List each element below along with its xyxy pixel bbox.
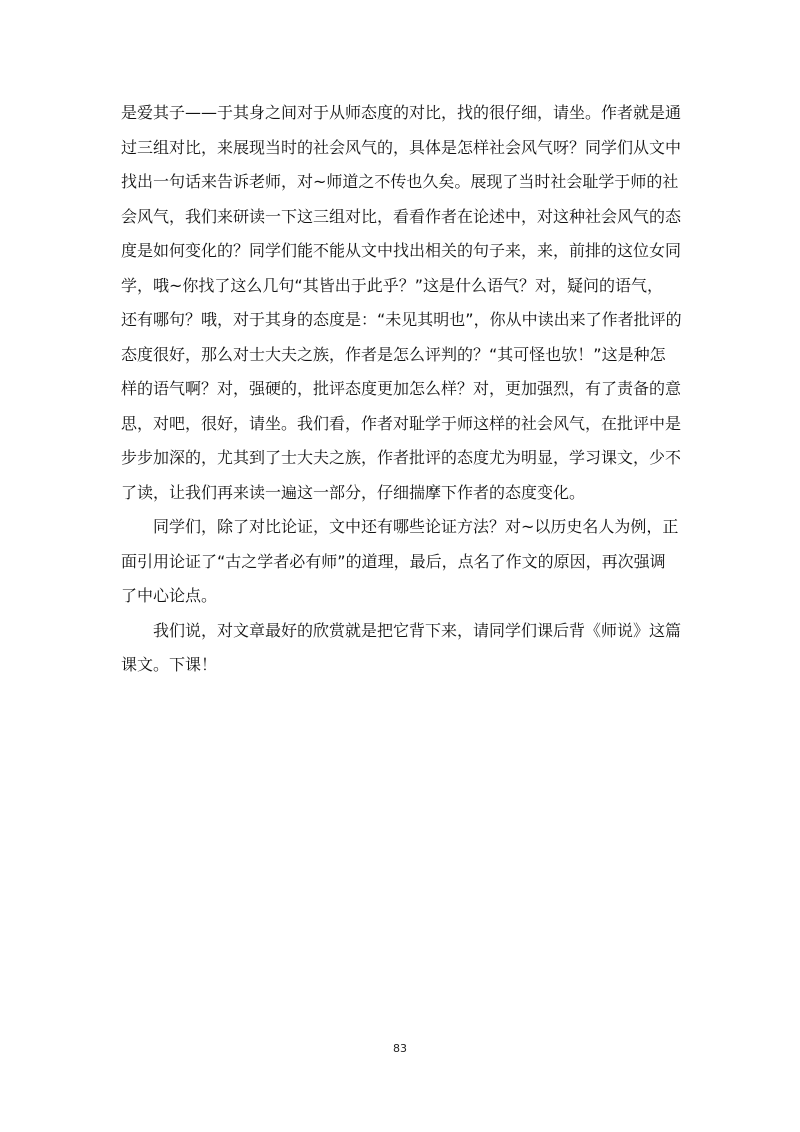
text-line: 课文。下课！ [121, 655, 218, 674]
text-line: 了中心论点。 [121, 586, 218, 605]
document-body [121, 96, 681, 683]
paragraph-1 [121, 96, 681, 510]
text-line: 还有哪句？哦，对于其身的态度是：“未见其明也”，你从中读出来了作者批评的 [121, 310, 682, 329]
text-line: 我们说，对文章最好的欣赏就是把它背下来，请同学们课后背《师说》这篇 [153, 620, 682, 640]
text-line: 样的语气啊？对，强硬的，批评态度更加怎么样？对，更加强烈，有了责备的意 [121, 379, 682, 398]
text-line: 了读，让我们再来读一遍这一部分，仔细揣摩下作者的态度变化。 [121, 482, 586, 502]
text-line: 度是如何变化的？同学们能不能从文中找出相关的句子来，来，前排的这位女同 [121, 241, 682, 260]
paragraph-3 [121, 614, 681, 683]
text-line: 同学们，除了对比论证，文中还有哪些论证方法？对~以历史名人为例，正 [153, 517, 679, 536]
page-number: 83 [393, 1042, 407, 1055]
text-line: 态度很好，那么对士大夫之族，作者是怎么评判的？“其可怪也欤！”这是种怎 [121, 344, 666, 364]
text-line: 找出一句话来告诉老师，对~师道之不传也久矣。展现了当时社会耻学于师的社 [121, 172, 679, 191]
text-line: 会风气，我们来研读一下这三组对比，看看作者在论述中，对这种社会风气的态 [121, 206, 682, 226]
text-line: 过三组对比，来展现当时的社会风气的，具体是怎样社会风气呀？同学们从文中 [121, 137, 682, 157]
text-line: 是爱其子——于其身之间对于从师态度的对比，找的很仔细，请坐。作者就是通 [121, 103, 682, 122]
text-line: 学，哦~你找了这么几句“其皆出于此乎？”这是什么语气？对，疑问的语气， [121, 275, 663, 295]
text-line: 步步加深的，尤其到了士大夫之族，作者批评的态度尤为明显，学习课文，少不 [121, 448, 682, 467]
paragraph-2 [121, 510, 681, 614]
text-line: 思，对吧，很好，请坐。我们看，作者对耻学于师这样的社会风气，在批评中是 [121, 413, 682, 433]
text-line: 面引用论证了“古之学者必有师”的道理，最后，点名了作文的原因，再次强调 [121, 551, 666, 571]
